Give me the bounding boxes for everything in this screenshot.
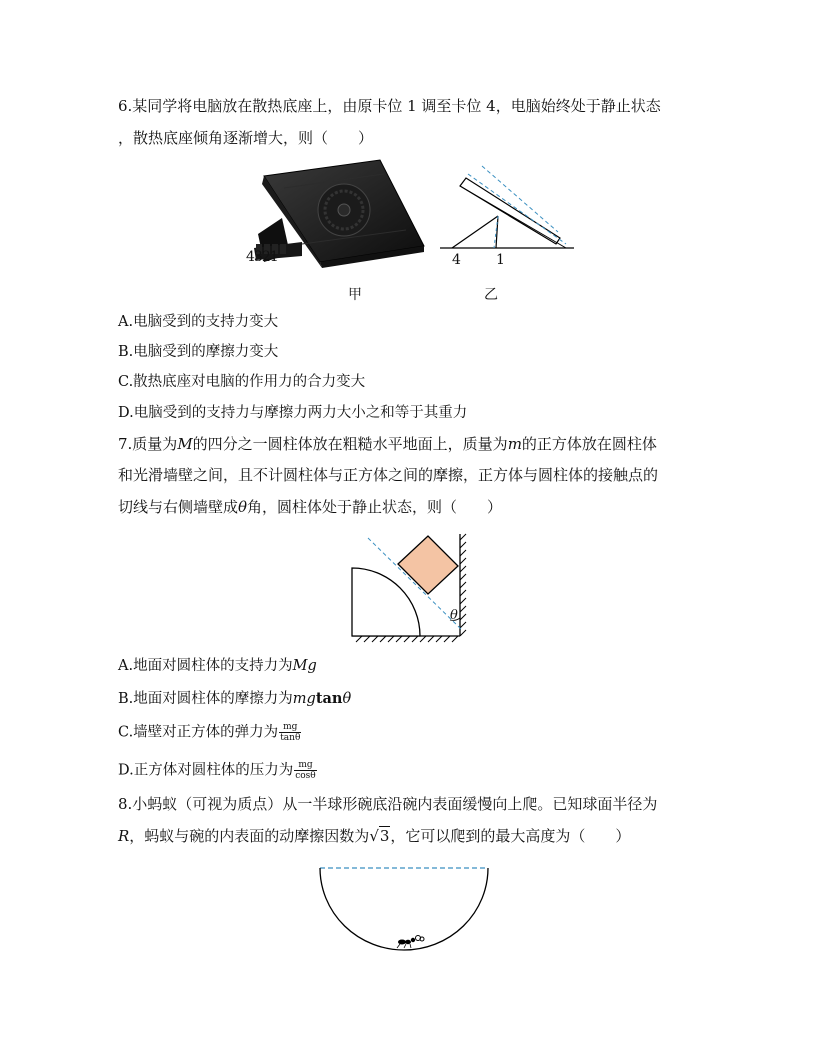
q7-option-d: D.正方体对圆柱体的压力为 $\frac{mg}{\cos\theta}$	[118, 760, 316, 781]
q6-option-b: B.电脑受到的摩擦力变大	[118, 344, 279, 360]
slope-label-4: 4	[452, 252, 461, 268]
caption-yi: 乙	[484, 287, 498, 303]
q7-stem-line2: 和光滑墙壁之间，且不计圆柱体与正方体之间的摩擦，正方体与圆柱体的接触点的	[118, 466, 659, 484]
fraction-c: $\frac{mg}{\tan\theta}$	[280, 722, 301, 743]
q7-stem-line1: 7.质量为M的四分之一圆柱体放在粗糙水平地面上，质量为m的正方体放在圆柱体	[118, 435, 657, 453]
q6-option-c: C.散热底座对电脑的作用力的合力变大	[118, 374, 366, 390]
q6-option-a: A.电脑受到的支持力变大	[118, 314, 279, 330]
slope-diagram	[432, 160, 582, 260]
ant-icon	[397, 936, 424, 949]
quarter-cylinder-figure	[346, 530, 476, 646]
q8-stem-line1: 8.小蚂蚁（可视为质点）从一半球形碗底沿碗内表面缓慢向上爬。已知球面半径为	[118, 795, 658, 813]
q7-option-b: B.地面对圆柱体的摩擦力为mgtanθ	[118, 690, 352, 707]
q7-option-a: A.地面对圆柱体的支持力为Mg	[118, 658, 317, 674]
sqrt-symbol: √	[369, 827, 379, 845]
caption-jia: 甲	[348, 287, 362, 303]
q7-option-c: C.墙壁对正方体的弹力为 $\frac{mg}{\tan\theta}$	[118, 722, 301, 743]
fraction-d: $\frac{mg}{\cos\theta}$	[295, 760, 316, 781]
slope-label-1: 1	[496, 252, 505, 268]
q8-stem-line2: R，蚂蚁与碗的内表面的动摩擦因数为√3，它可以爬到的最大高度为（ ）	[118, 827, 631, 845]
q6-stem-line2: ，散热底座倾角逐渐增大，则（ ）	[118, 129, 374, 147]
theta-label: θ	[450, 608, 458, 623]
q7-stem-line3: 切线与右侧墙壁成θ角，圆柱体处于静止状态，则（ ）	[118, 498, 503, 516]
hemisphere-bowl-figure	[314, 862, 494, 954]
q6-stem-line1: 6.某同学将电脑放在散热底座上，由原卡位 1 调至卡位 4，电脑始终处于静止状态	[118, 97, 661, 115]
q6-option-d: D.电脑受到的支持力与摩擦力两力大小之和等于其重力	[118, 405, 468, 421]
slot-numbers-label: 4321	[246, 249, 278, 265]
